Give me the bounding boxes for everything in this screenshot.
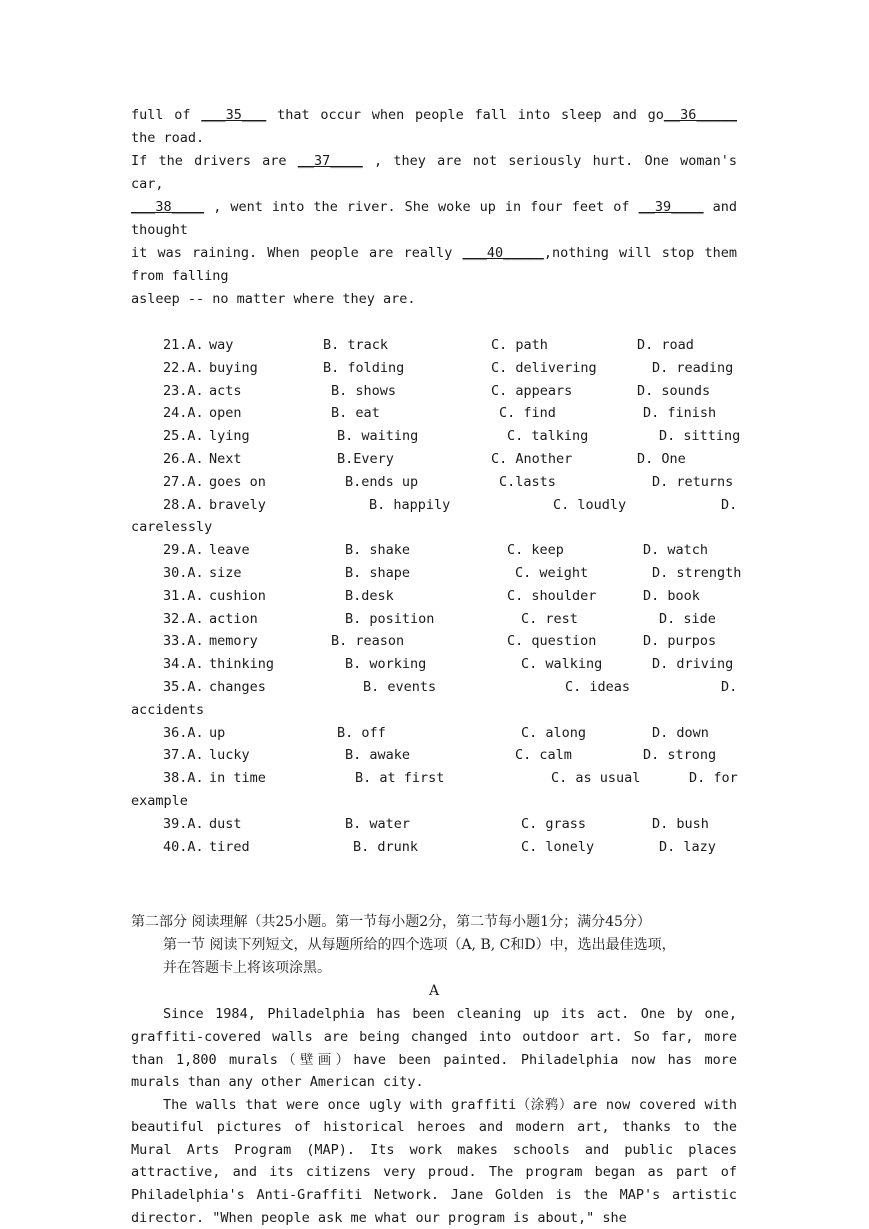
option-c: C.lasts bbox=[499, 473, 556, 490]
option-d: D. driving bbox=[652, 656, 734, 673]
question-number: 37.A. bbox=[163, 747, 204, 764]
option-a: up bbox=[209, 724, 226, 741]
option-row bbox=[131, 836, 737, 859]
option-row bbox=[131, 653, 737, 676]
option-row bbox=[131, 767, 737, 813]
option-row bbox=[131, 380, 737, 403]
passage-paragraph-1: Since 1984, Philadelphia has been cleaning up its act. One by one, graffiti-covered walls are being changed into outdoor art. So far, more than 1,800 murals（壁画）have been painted. Philadelphia now has more murals than any other American city. bbox=[131, 1006, 737, 1091]
option-d: D. returns bbox=[652, 473, 734, 490]
option-d: D. sitting bbox=[659, 428, 741, 445]
option-a: way bbox=[209, 337, 234, 353]
option-a: bravely bbox=[209, 496, 266, 513]
option-d: D. sounds bbox=[637, 382, 711, 399]
question-number: 21.A. bbox=[163, 337, 204, 353]
option-d: D. watch bbox=[643, 542, 709, 559]
cloze-line-5: asleep -- no matter where they are. bbox=[131, 291, 416, 307]
option-a: cushion bbox=[209, 587, 266, 604]
option-a: tired bbox=[209, 838, 250, 855]
option-b: B. drunk bbox=[353, 838, 419, 855]
option-a: open bbox=[209, 405, 242, 422]
text: ,nothing will stop them from falling bbox=[131, 245, 738, 284]
cloze-line-2 bbox=[131, 150, 737, 196]
option-row bbox=[131, 562, 742, 585]
option-d: D. One bbox=[637, 450, 686, 467]
option-a: memory bbox=[209, 633, 258, 650]
cloze-line-1 bbox=[131, 104, 737, 150]
option-c: C. talking bbox=[507, 428, 589, 445]
option-b: B. reason bbox=[331, 633, 405, 650]
option-a: lying bbox=[209, 428, 250, 445]
option-d: D. for bbox=[689, 770, 738, 787]
option-c: C. find bbox=[499, 405, 556, 422]
option-c: C. lonely bbox=[521, 838, 595, 855]
question-number: 25.A. bbox=[163, 428, 204, 445]
question-number: 24.A. bbox=[163, 405, 204, 422]
option-b: B. folding bbox=[323, 359, 405, 376]
option-d: D. strength bbox=[652, 564, 742, 581]
option-b: B. position bbox=[345, 610, 435, 627]
question-number: 36.A. bbox=[163, 724, 204, 741]
option-a: thinking bbox=[209, 656, 275, 673]
text: , they are not seriously hurt. One woman's car, bbox=[131, 153, 737, 192]
option-c: C. shoulder bbox=[507, 587, 597, 604]
option-d-continued: accidents bbox=[131, 701, 205, 718]
question-number: 32.A. bbox=[163, 610, 204, 627]
option-c: C. grass bbox=[521, 815, 587, 832]
option-b: B. happily bbox=[369, 496, 451, 513]
cloze-passage-tail bbox=[131, 104, 737, 311]
option-c: C. appears bbox=[491, 382, 573, 399]
option-d: D. side bbox=[659, 610, 716, 627]
text: full of bbox=[131, 107, 202, 123]
blank-35: ___35___ bbox=[201, 107, 267, 123]
question-number: 23.A. bbox=[163, 382, 204, 399]
option-row bbox=[131, 402, 737, 425]
question-number: 39.A. bbox=[163, 815, 204, 832]
question-number: 31.A. bbox=[163, 587, 204, 604]
option-row bbox=[131, 722, 737, 745]
option-d-continued: carelessly bbox=[131, 519, 213, 536]
option-c: C. walking bbox=[521, 656, 603, 673]
option-a: lucky bbox=[209, 747, 250, 764]
option-d: D. strong bbox=[643, 747, 717, 764]
option-b: B. off bbox=[337, 724, 386, 741]
section-one-instruction-2: 并在答题卡上将该项涂黑。 bbox=[163, 960, 331, 977]
option-a: goes on bbox=[209, 473, 266, 490]
option-c: C. calm bbox=[515, 747, 572, 764]
option-b: B. water bbox=[345, 815, 411, 832]
option-b: B. shake bbox=[345, 542, 411, 559]
question-number: 30.A. bbox=[163, 564, 204, 581]
option-row bbox=[131, 630, 737, 653]
exam-page bbox=[131, 104, 742, 1229]
question-number: 29.A. bbox=[163, 542, 204, 559]
option-b: B. events bbox=[363, 678, 437, 695]
option-a: action bbox=[209, 610, 258, 627]
option-c: C. delivering bbox=[491, 359, 597, 376]
option-a: dust bbox=[209, 815, 242, 832]
question-number: 28.A. bbox=[163, 496, 204, 513]
option-b: B.desk bbox=[345, 587, 394, 604]
option-b: B. eat bbox=[331, 405, 380, 422]
answer-options bbox=[131, 334, 742, 858]
blank-37: __37____ bbox=[297, 153, 363, 169]
option-row bbox=[131, 448, 737, 471]
option-c: C. rest bbox=[521, 610, 578, 627]
text: , went into the river. She woke up in four feet of bbox=[204, 199, 639, 215]
option-b: B. track bbox=[323, 337, 389, 353]
question-number: 27.A. bbox=[163, 473, 204, 490]
option-row bbox=[131, 539, 737, 562]
option-row bbox=[131, 357, 737, 380]
option-b: B. shows bbox=[331, 382, 397, 399]
option-c: C. along bbox=[521, 724, 587, 741]
option-b: B. waiting bbox=[337, 428, 419, 445]
option-a: leave bbox=[209, 542, 250, 559]
option-d: D. reading bbox=[652, 359, 734, 376]
option-row bbox=[131, 608, 737, 631]
option-d: D. road bbox=[637, 337, 694, 353]
blank-38: ___38____ bbox=[131, 199, 205, 215]
option-b: B. working bbox=[345, 656, 427, 673]
text: and thought bbox=[131, 199, 738, 238]
option-d: D. purpos bbox=[643, 633, 717, 650]
option-c: C. ideas bbox=[565, 678, 631, 695]
option-row bbox=[131, 676, 737, 722]
option-d: D. bush bbox=[652, 815, 709, 832]
question-number: 38.A. bbox=[163, 770, 204, 787]
option-row bbox=[131, 334, 737, 357]
option-d: D. book bbox=[643, 587, 700, 604]
option-a: changes bbox=[209, 678, 266, 695]
option-row bbox=[131, 425, 741, 448]
question-number: 26.A. bbox=[163, 450, 204, 467]
blank-36: __36_____ bbox=[663, 107, 737, 123]
option-c: C. question bbox=[507, 633, 597, 650]
text: that occur when people fall into sleep and go bbox=[266, 107, 664, 123]
passage-label: A bbox=[428, 983, 440, 1000]
option-row bbox=[131, 744, 737, 767]
cloze-line-4 bbox=[131, 242, 737, 288]
text: If the drivers are bbox=[131, 153, 298, 169]
option-b: B.Every bbox=[337, 450, 394, 467]
option-a: buying bbox=[209, 359, 258, 376]
cloze-line-3 bbox=[131, 196, 737, 242]
option-b: B. awake bbox=[345, 747, 411, 764]
option-a: acts bbox=[209, 382, 242, 399]
option-a: size bbox=[209, 564, 242, 581]
passage-paragraph-2: The walls that were once ugly with graffiti（涂鸦）are now covered with beautiful pictures of historical heroes and modern art, thanks to the Mural Arts Program (MAP). Its work makes schools and public places attractive, and its citizens very proud. The program began as part of Philadelphia's Anti-Graffiti Network. Jane Golden is the MAP's artistic director. "When people ask me what our program is about," she bbox=[131, 1096, 737, 1226]
option-b: B.ends up bbox=[345, 473, 419, 490]
question-number: 33.A. bbox=[163, 633, 204, 650]
option-row bbox=[131, 471, 737, 494]
option-row bbox=[131, 494, 737, 540]
option-a: in time bbox=[209, 770, 266, 787]
section-one-instruction-1: 第一节 阅读下列短文，从每题所给的四个选项（A, B, C和D）中，选出最佳选项， bbox=[163, 937, 676, 954]
option-a: Next bbox=[209, 450, 242, 467]
option-c: C. Another bbox=[491, 450, 573, 467]
option-c: C. loudly bbox=[553, 496, 627, 513]
option-d: D. lazy bbox=[659, 838, 716, 855]
option-row bbox=[131, 813, 737, 836]
option-b: B. shape bbox=[345, 564, 411, 581]
option-c: C. as usual bbox=[551, 770, 641, 787]
option-d-continued: example bbox=[131, 792, 188, 809]
blank-39: __39____ bbox=[638, 199, 704, 215]
question-number: 35.A. bbox=[163, 678, 204, 695]
option-d: D. down bbox=[652, 724, 709, 741]
question-number: 22.A. bbox=[163, 359, 204, 376]
blank-40: ___40_____ bbox=[462, 245, 544, 261]
option-b: B. at first bbox=[355, 770, 445, 787]
option-c: C. weight bbox=[515, 564, 589, 581]
option-d: D. bbox=[721, 678, 738, 695]
part-two-heading: 第二部分 阅读理解（共25小题。第一节每小题2分，第二节每小题1分；满分45分） bbox=[131, 914, 651, 931]
question-number: 34.A. bbox=[163, 656, 204, 673]
question-number: 40.A. bbox=[163, 838, 204, 855]
option-d: D. finish bbox=[643, 405, 717, 422]
option-d: D. bbox=[721, 496, 738, 513]
text: it was raining. When people are really bbox=[131, 245, 463, 261]
text: the road. bbox=[131, 130, 205, 146]
option-row bbox=[131, 585, 737, 608]
option-c: C. path bbox=[491, 337, 548, 353]
option-c: C. keep bbox=[507, 542, 564, 559]
